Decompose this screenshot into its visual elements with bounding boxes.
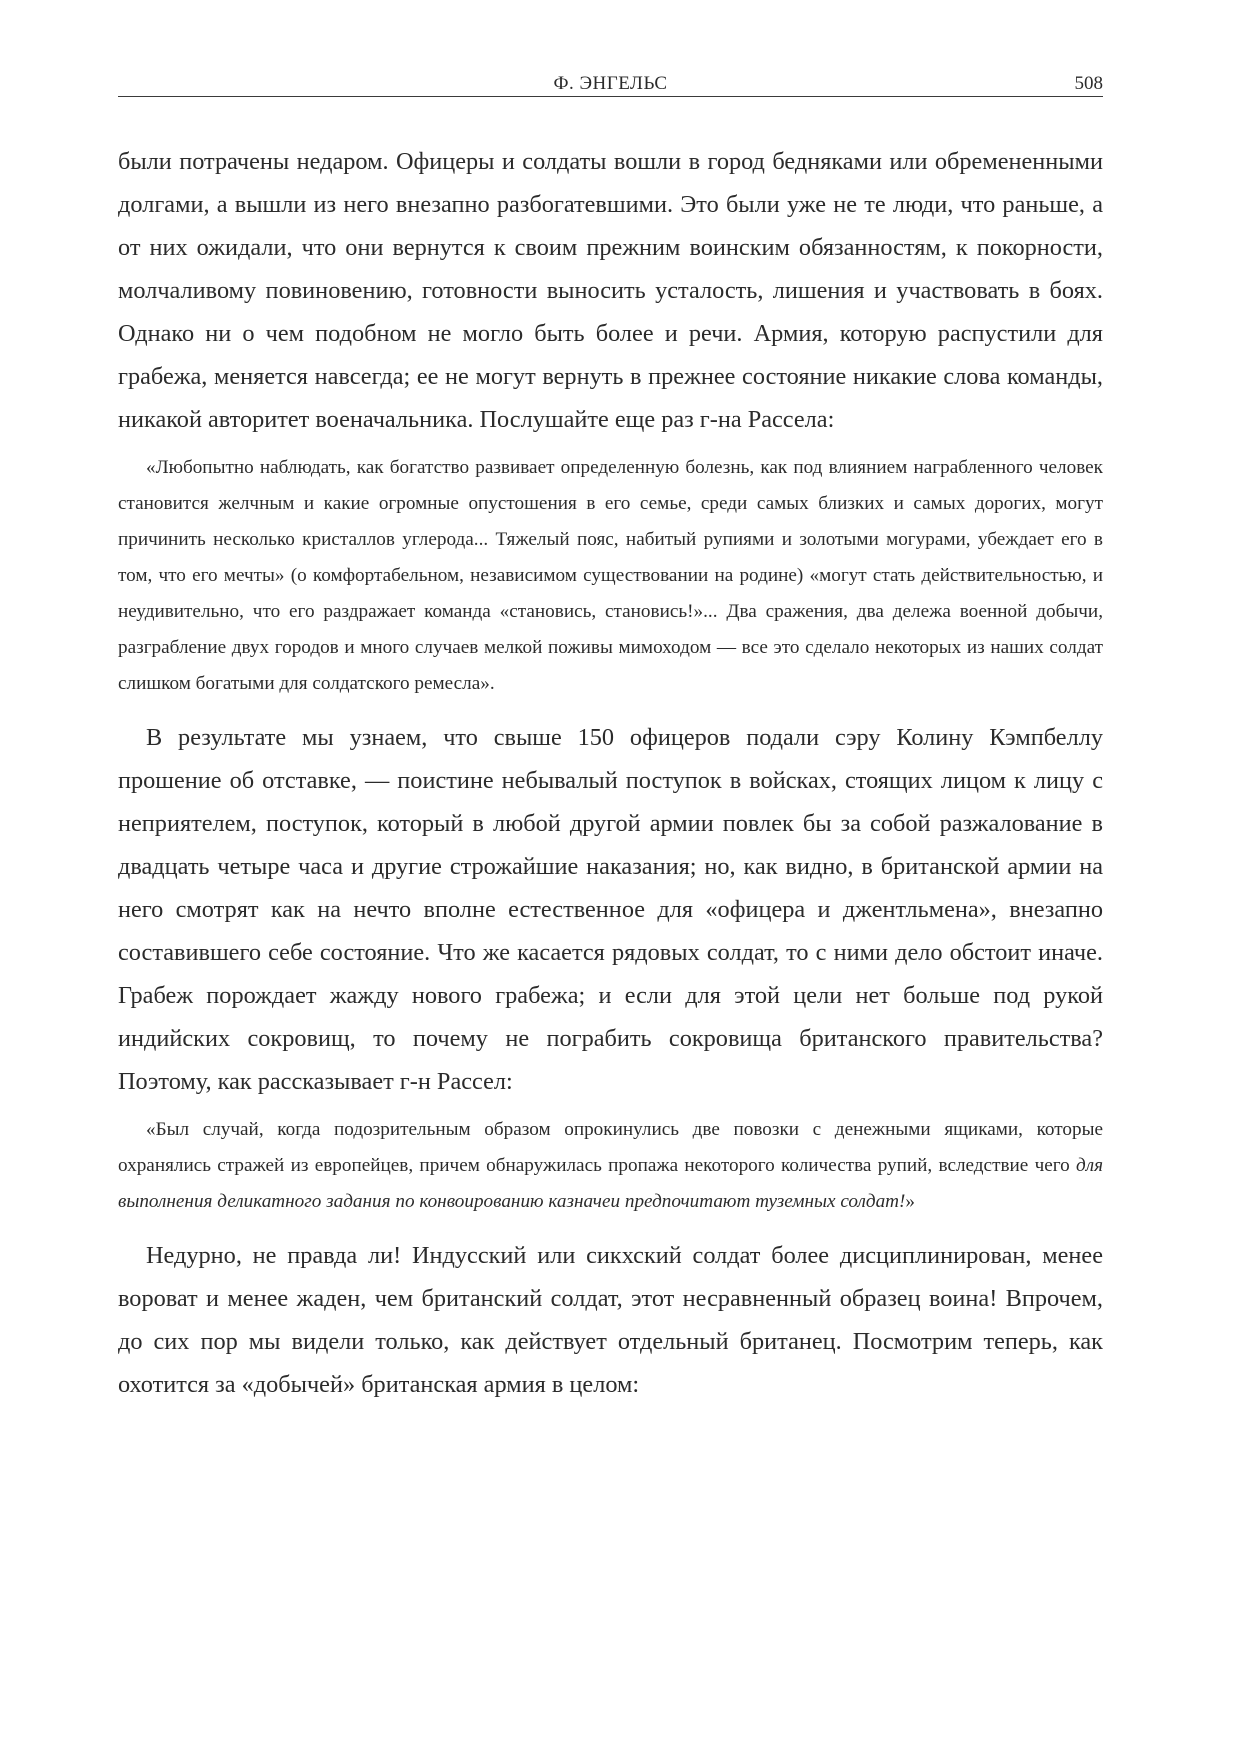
quotation-2-italic: для выполнения деликатного задания по конвоированию казначеи предпочитают туземных солдат! [118, 1155, 1103, 1212]
paragraph-1: были потрачены недаром. Офицеры и солдаты вошли в город бедняками или обремененными долгами, а вышли из него внезапно разбогатевшими. Это были уже не те люди, что раньше, а от них ожидали, что они вернутся к своим прежним воинским обязанностям, к покорности, молчаливому повиновению, готовности выносить усталость, лишения и участвовать в боях. Однако ни о чем подобном не могло быть более и речи. Армия, которую распустили для грабежа, меняется навсегда; ее не могут вернуть в прежнее состояние никакие слова команды, никакой авторитет военачальника. Послушайте еще раз г-на Рассела: [118, 148, 1103, 433]
paragraph-3: Недурно, не правда ли! Индусский или сикхский солдат более дисциплинирован, менее вороват и менее жаден, чем британский солдат, этот несравненный образец воина! Впрочем, до сих пор мы видели только, как действует отдельный британец. Посмотрим теперь, как охотится за «добычей» британская армия в целом: [118, 1242, 1103, 1398]
quotation-2-text: «Был случай, когда подозрительным образом опрокинулись две повозки с денежными ящиками, которые охранялись стражей из европейцев, причем обнаружилась пропажа некоторого количества рупий, вследствие чего [118, 1119, 1103, 1176]
page-body [118, 140, 1103, 1406]
running-head: Ф. ЭНГЕЛЬС [553, 73, 668, 94]
paragraph-2: В результате мы узнаем, что свыше 150 офицеров подали сэру Колину Кэмпбеллу прошение об отставке, — поистине небывалый поступок в войсках, стоящих лицом к лицу с неприятелем, поступок, который в любой другой армии повлек бы за собой разжалование в двадцать четыре часа и другие строжайшие наказания; но, как видно, в британской армии на него смотрят как на нечто вполне естественное для «офицера и джентльмена», внезапно составившего себе состояние. Что же касается рядовых солдат, то с ними дело обстоит иначе. Грабеж порождает жажду нового грабежа; и если для этой цели нет больше под рукой индийских сокровищ, то почему не пограбить сокровища британского правительства? Поэтому, как рассказывает г-н Рассел: [118, 724, 1103, 1095]
quotation-2 [118, 1112, 1103, 1220]
page-header [118, 70, 1103, 97]
quotation-2-close: » [905, 1191, 915, 1212]
quotation-1: «Любопытно наблюдать, как богатство развивает определенную болезнь, как под влиянием награбленного человек становится желчным и какие огромные опустошения в его семье, среди самых близких и самых дорогих, могут причинить несколько кристаллов углерода... Тяжелый пояс, набитый рупиями и золотыми могурами, убеждает его в том, что его мечты» (о комфортабельном, независимом существовании на родине) «могут стать действительностью, и неудивительно, что его раздражает команда «становись, становись!»... Два сражения, два дележа военной добычи, разграбление двух городов и много случаев мелкой поживы мимоходом — все это сделало некоторых из наших солдат слишком богатыми для солдатского ремесла». [118, 457, 1103, 694]
page-number: 508 [1074, 73, 1103, 94]
